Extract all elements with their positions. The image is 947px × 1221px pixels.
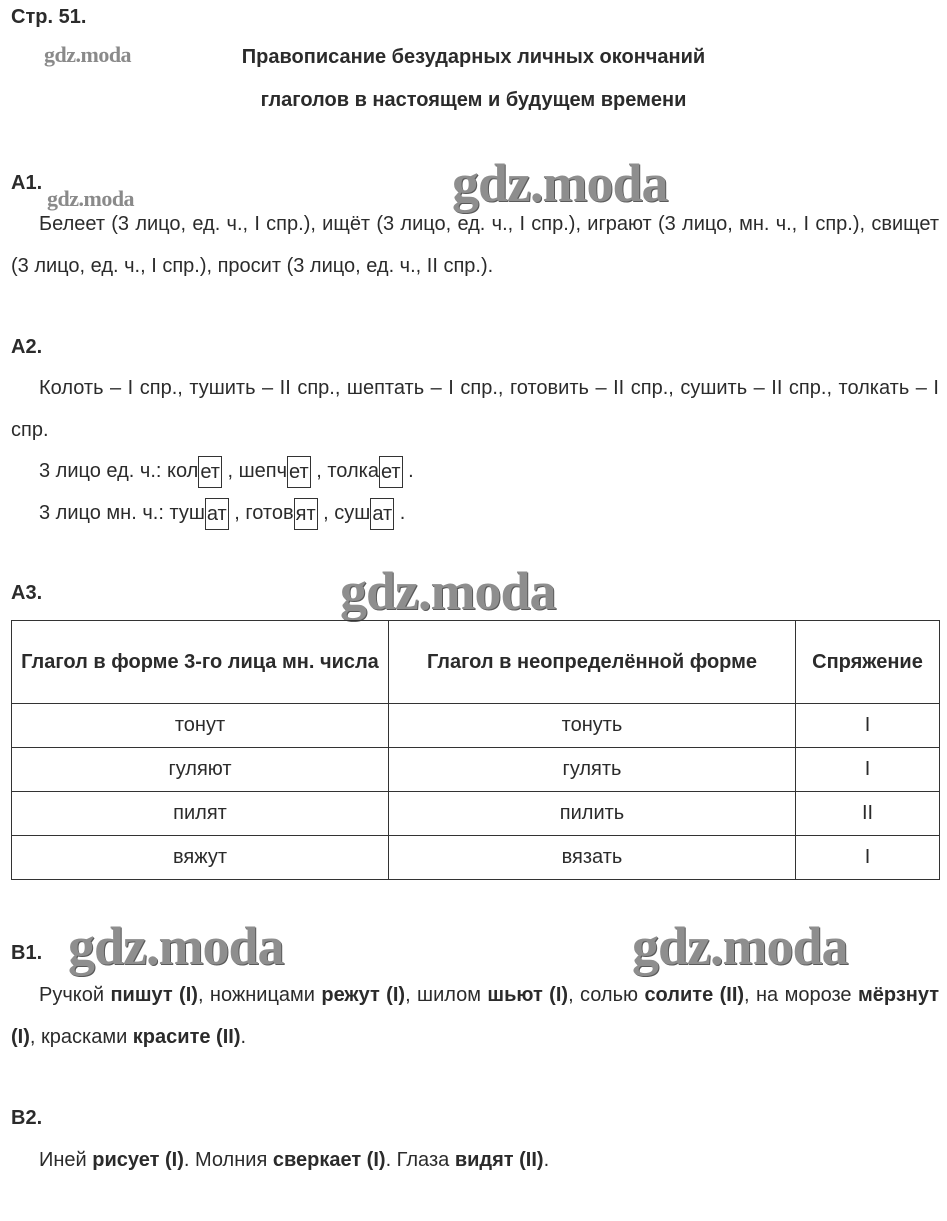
separator: , <box>317 502 335 524</box>
separator: , <box>310 460 328 482</box>
text-run: , шилом <box>405 984 488 1006</box>
line-suffix: . <box>394 502 406 524</box>
a2-plural-line <box>39 497 405 530</box>
table-header-row <box>12 621 940 704</box>
watermark-logo: gdz.moda <box>340 561 556 621</box>
text-run: . Глаза <box>385 1149 455 1171</box>
verb-answer: сверкает (I) <box>272 1149 386 1171</box>
conjugation-table <box>11 620 940 880</box>
watermark-logo: gdz.moda <box>44 42 132 67</box>
table-cell: гулять <box>389 748 796 792</box>
line-prefix: 3 лицо мн. ч.: <box>39 502 170 524</box>
text-run: , ножницами <box>197 984 322 1006</box>
text-run: , красками <box>29 1026 133 1048</box>
table-row <box>12 748 940 792</box>
section-label-a2: А2. <box>11 336 43 358</box>
table-cell: гуляют <box>12 748 389 792</box>
column-header: Глагол в неопределённой форме <box>389 621 796 704</box>
column-header: Спряжение <box>796 621 940 704</box>
table-row <box>12 836 940 880</box>
section-label-a3: А3. <box>11 582 43 604</box>
word-stem: готов <box>245 502 294 524</box>
section-label-b1: В1. <box>11 942 43 964</box>
text-run: . <box>543 1149 550 1171</box>
column-header: Глагол в форме 3-го лица мн. числа <box>12 621 389 704</box>
verb-answer: шьют (I) <box>487 984 569 1006</box>
a2-singular-line <box>39 455 414 488</box>
verb-answer: рисует (I) <box>92 1149 184 1171</box>
verb-answer: красите (II) <box>132 1026 241 1048</box>
text-run: Ручкой <box>39 984 111 1006</box>
line-prefix: 3 лицо ед. ч.: <box>39 460 167 482</box>
separator: , <box>228 502 246 524</box>
title-line-2: глаголов в настоящем и будущем времени <box>260 89 687 111</box>
text-run: , солью <box>568 984 645 1006</box>
ending-box: ет <box>379 456 403 488</box>
b2-answer <box>11 1139 939 1181</box>
table-cell: I <box>796 836 940 880</box>
table-cell: пилить <box>389 792 796 836</box>
a2-answer: Колоть – I спр., тушить – II спр., шептать – I спр., готовить – II спр., сушить – II спр., толкать – I спр. <box>11 377 939 441</box>
b1-answer <box>11 974 939 1058</box>
word-stem: шепч <box>238 460 288 482</box>
watermark-logo: gdz.moda <box>68 916 284 976</box>
word-stem: суш <box>334 502 371 524</box>
word-stem: кол <box>167 460 199 482</box>
a1-answer: Белеет (3 лицо, ед. ч., I спр.), ищёт (3 лицо, ед. ч., I спр.), играют (3 лицо, мн. ч., I спр.), свищет (3 лицо, ед. ч., I спр.), просит (3 лицо, ед. ч., II спр.). <box>11 213 939 277</box>
watermark-logo: gdz.moda <box>47 186 135 211</box>
table-cell: вяжут <box>12 836 389 880</box>
verb-answer: режут (I) <box>321 984 406 1006</box>
table-cell: тонут <box>12 704 389 748</box>
section-label-a1: А1. <box>11 172 43 194</box>
table-cell: I <box>796 748 940 792</box>
text-run: . <box>240 1026 247 1048</box>
separator: , <box>221 460 239 482</box>
word-stem: толка <box>327 460 379 482</box>
section-label-b2: В2. <box>11 1107 43 1129</box>
ending-box: ет <box>198 456 222 488</box>
ending-box: ят <box>294 498 318 530</box>
text-run: Иней <box>39 1149 93 1171</box>
table-row <box>12 704 940 748</box>
verb-answer: мёрзнут (I) <box>11 984 940 1048</box>
line-suffix: . <box>402 460 414 482</box>
text-run: . Молния <box>183 1149 273 1171</box>
ending-box: ат <box>205 498 229 530</box>
title-line-1: Правописание безударных личных окончаний <box>241 46 706 68</box>
verb-answer: солите (II) <box>644 984 745 1006</box>
ending-box: ет <box>287 456 311 488</box>
table-cell: вязать <box>389 836 796 880</box>
verb-answer: пишут (I) <box>110 984 198 1006</box>
text-run: , на морозе <box>744 984 858 1006</box>
table-cell: II <box>796 792 940 836</box>
watermark-logo: gdz.moda <box>452 153 668 213</box>
word-stem: туш <box>169 502 205 524</box>
watermark-logo: gdz.moda <box>632 916 848 976</box>
table-cell: пилят <box>12 792 389 836</box>
page-number: Стр. 51. <box>11 6 87 28</box>
table-cell: I <box>796 704 940 748</box>
table-row <box>12 792 940 836</box>
table-cell: тонуть <box>389 704 796 748</box>
ending-box: ат <box>370 498 394 530</box>
verb-answer: видят (II) <box>454 1149 544 1171</box>
